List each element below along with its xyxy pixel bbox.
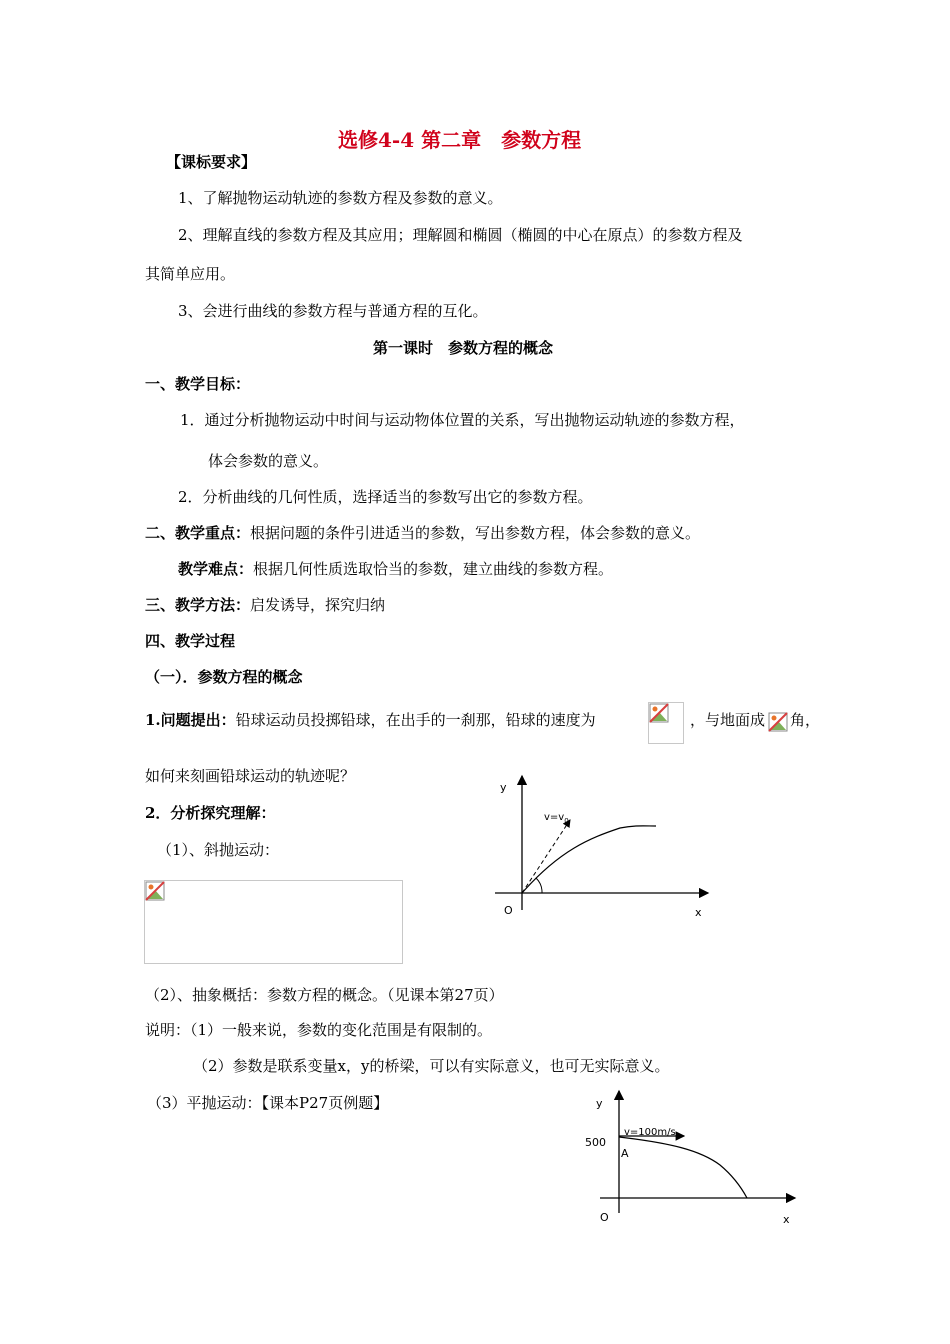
question-text-2: ，与地面成 bbox=[690, 711, 766, 729]
flat-projectile-label: （3）平抛运动：【课本P27页例题】 bbox=[147, 1094, 389, 1112]
broken-image-icon bbox=[145, 881, 165, 901]
method-text: 启发诱导，探究归纳 bbox=[250, 596, 386, 614]
trajectory-curve bbox=[619, 1137, 747, 1198]
origin-label: O bbox=[504, 904, 513, 917]
goal-1-line2: 体会参数的意义。 bbox=[208, 452, 329, 470]
x-axis-label: x bbox=[783, 1213, 790, 1226]
broken-image-icon bbox=[649, 703, 669, 723]
height-label: 500 bbox=[585, 1136, 606, 1149]
analyze-heading: 2．分析探究理解： bbox=[145, 804, 276, 822]
oblique-projectile-label: （1）、斜抛运动： bbox=[157, 841, 280, 859]
abstract-concept: （2）、抽象概括：参数方程的概念。（见课本第27页） bbox=[145, 986, 504, 1004]
y-axis-label: y bbox=[596, 1097, 603, 1110]
question-text: 铅球运动员投掷铅球，在出手的一刹那，铅球的速度为 bbox=[235, 711, 596, 729]
goals-heading: 一、教学目标： bbox=[145, 375, 251, 393]
question-line-2: 如何来刻画铅球运动的轨迹呢？ bbox=[145, 767, 356, 785]
key-points bbox=[145, 523, 700, 543]
question-text-3: 角， bbox=[790, 711, 821, 729]
velocity-label: $v=v_0$ bbox=[544, 812, 569, 825]
trajectory-curve bbox=[522, 826, 656, 893]
requirement-1: 1、了解抛物运动轨迹的参数方程及参数的意义。 bbox=[178, 189, 503, 207]
question-label: 1.问题提出： bbox=[145, 711, 236, 729]
difficulty-text: 根据几何性质选取恰当的参数，建立曲线的参数方程。 bbox=[253, 560, 614, 578]
x-axis-label: x bbox=[695, 906, 702, 919]
requirement-3: 3、会进行曲线的参数方程与普通方程的互化。 bbox=[178, 302, 488, 320]
key-points-label: 二、教学重点： bbox=[145, 524, 251, 542]
question-line bbox=[145, 710, 596, 730]
angle-formula-image bbox=[768, 712, 788, 734]
velocity-vector bbox=[522, 820, 570, 893]
launch-angle-arc bbox=[536, 878, 542, 893]
requirements-heading: 【课标要求】 bbox=[166, 153, 257, 171]
method bbox=[145, 595, 385, 615]
velocity-formula-image bbox=[648, 702, 684, 744]
process-heading: 四、教学过程 bbox=[145, 632, 236, 650]
lesson-title: 第一课时 参数方程的概念 bbox=[373, 339, 554, 357]
oblique-projectile-figure bbox=[490, 770, 720, 920]
method-label: 三、教学方法： bbox=[145, 596, 251, 614]
goal-1-line1: 1．通过分析抛物运动中时间与运动物体位置的关系，写出抛物运动轨迹的参数方程， bbox=[180, 411, 745, 429]
goal-2: 2．分析曲线的几何性质，选择适当的参数写出它的参数方程。 bbox=[178, 488, 593, 506]
difficulty bbox=[178, 559, 613, 579]
point-a-label: A bbox=[621, 1147, 629, 1160]
note-1: 说明：（1）一般来说，参数的变化范围是有限制的。 bbox=[145, 1021, 493, 1039]
requirement-2-line1: 2、理解直线的参数方程及其应用；理解圆和椭圆（椭圆的中心在原点）的参数方程及 bbox=[178, 226, 743, 244]
key-points-text: 根据问题的条件引进适当的参数，写出参数方程，体会参数的意义。 bbox=[250, 524, 701, 542]
document-title: 选修4-4 第二章 参数方程 bbox=[338, 128, 582, 152]
note-2: （2）参数是联系变量x，y的桥梁，可以有实际意义，也可无实际意义。 bbox=[193, 1057, 670, 1075]
velocity-label: v=100m/s bbox=[624, 1127, 676, 1138]
difficulty-label: 教学难点： bbox=[178, 560, 254, 578]
origin-label: O bbox=[600, 1211, 609, 1224]
horizontal-projectile-figure bbox=[580, 1085, 810, 1230]
broken-image-icon bbox=[768, 712, 788, 732]
requirement-2-line2: 其简单应用。 bbox=[145, 265, 236, 283]
y-axis-label: y bbox=[500, 781, 507, 794]
oblique-equation-image bbox=[144, 880, 403, 964]
section-1-heading: （一）．参数方程的概念 bbox=[145, 668, 303, 686]
